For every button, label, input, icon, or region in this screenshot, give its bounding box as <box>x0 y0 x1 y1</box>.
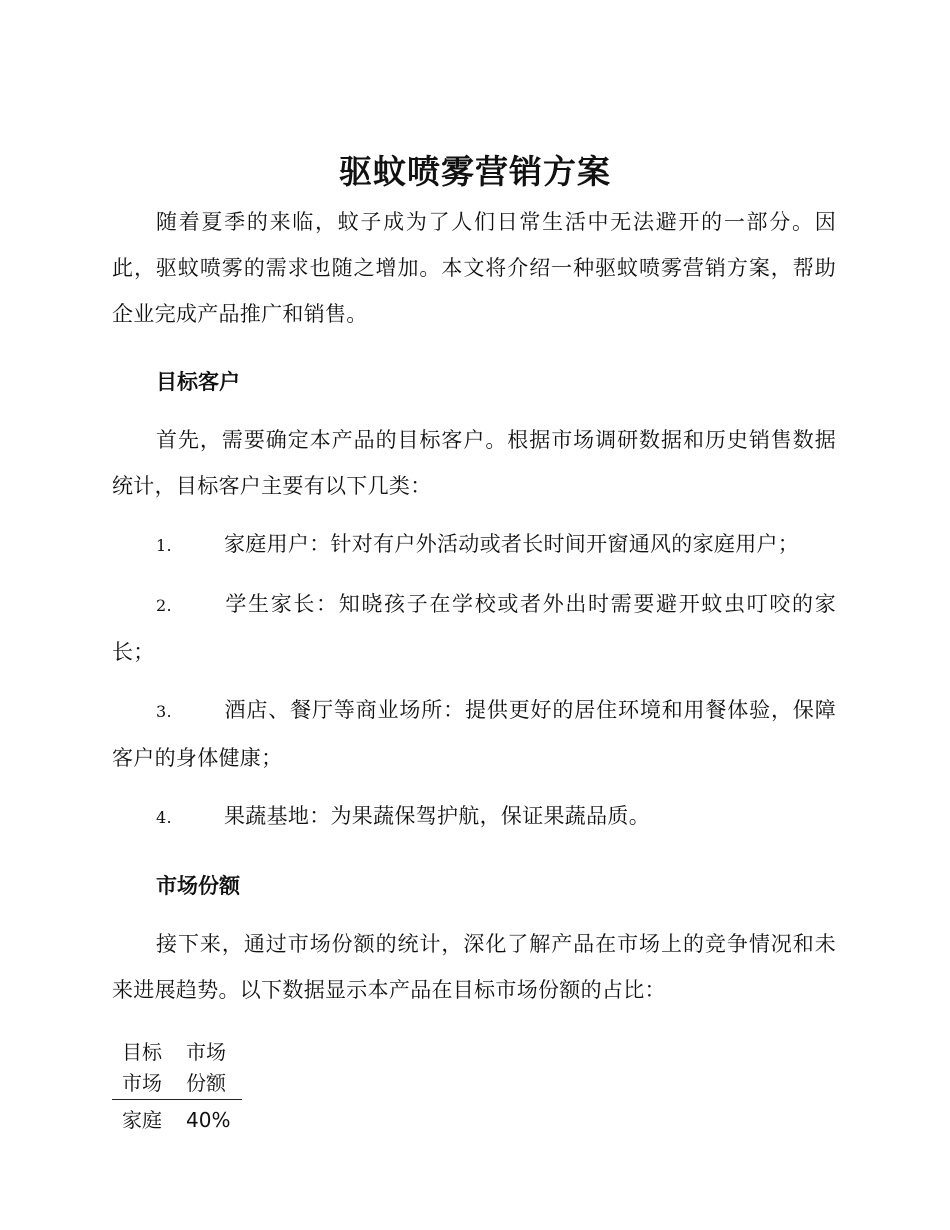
list-item-text: 家庭用户：针对有户外活动或者长时间开窗通风的家庭用户； <box>224 532 800 556</box>
list-item-number: 4. <box>156 808 172 827</box>
table-cell: 40% <box>186 1108 231 1132</box>
document-title: 驱蚊喷雾营销方案 <box>339 152 611 191</box>
list-item-number: 1. <box>156 536 172 555</box>
table-header-cell: 市场份额 <box>176 1037 242 1100</box>
customer-list <box>112 521 836 841</box>
list-item <box>112 581 836 675</box>
list-item-text: 果蔬基地：为果蔬保驾护航，保证果蔬品质。 <box>224 804 650 828</box>
list-item <box>112 793 836 841</box>
section-heading-target-customers: 目标客户 <box>156 370 240 394</box>
list-item-text: 学生家长：知晓孩子在学校或者外出时需要避开蚊虫叮咬的家长； <box>112 592 836 664</box>
target-customers-paragraph: 首先，需要确定本产品的目标客户。根据市场调研数据和历史销售数据统计，目标客户主要有以下几类： <box>112 428 836 498</box>
list-item-number: 3. <box>156 702 172 721</box>
table-row <box>112 1100 242 1141</box>
table-header-row <box>112 1037 242 1100</box>
list-item-text: 酒店、餐厅等商业场所：提供更好的居住环境和用餐体验，保障客户的身体健康； <box>112 698 836 770</box>
section-heading-market-share: 市场份额 <box>156 874 240 898</box>
table-header-cell: 目标市场 <box>112 1037 176 1100</box>
market-share-paragraph: 接下来，通过市场份额的统计，深化了解产品在市场上的竞争情况和未来进展趋势。以下数据显示本产品在目标市场份额的占比： <box>112 932 836 1002</box>
market-share-table <box>112 1037 242 1140</box>
list-item-number: 2. <box>156 596 172 615</box>
table-cell: 家庭 <box>122 1108 162 1132</box>
list-item <box>112 521 836 569</box>
intro-paragraph: 随着夏季的来临，蚊子成为了人们日常生活中无法避开的一部分。因此，驱蚊喷雾的需求也随之增加。本文将介绍一种驱蚊喷雾营销方案，帮助企业完成产品推广和销售。 <box>112 210 836 326</box>
list-item <box>112 687 836 781</box>
document-body <box>112 199 836 1140</box>
